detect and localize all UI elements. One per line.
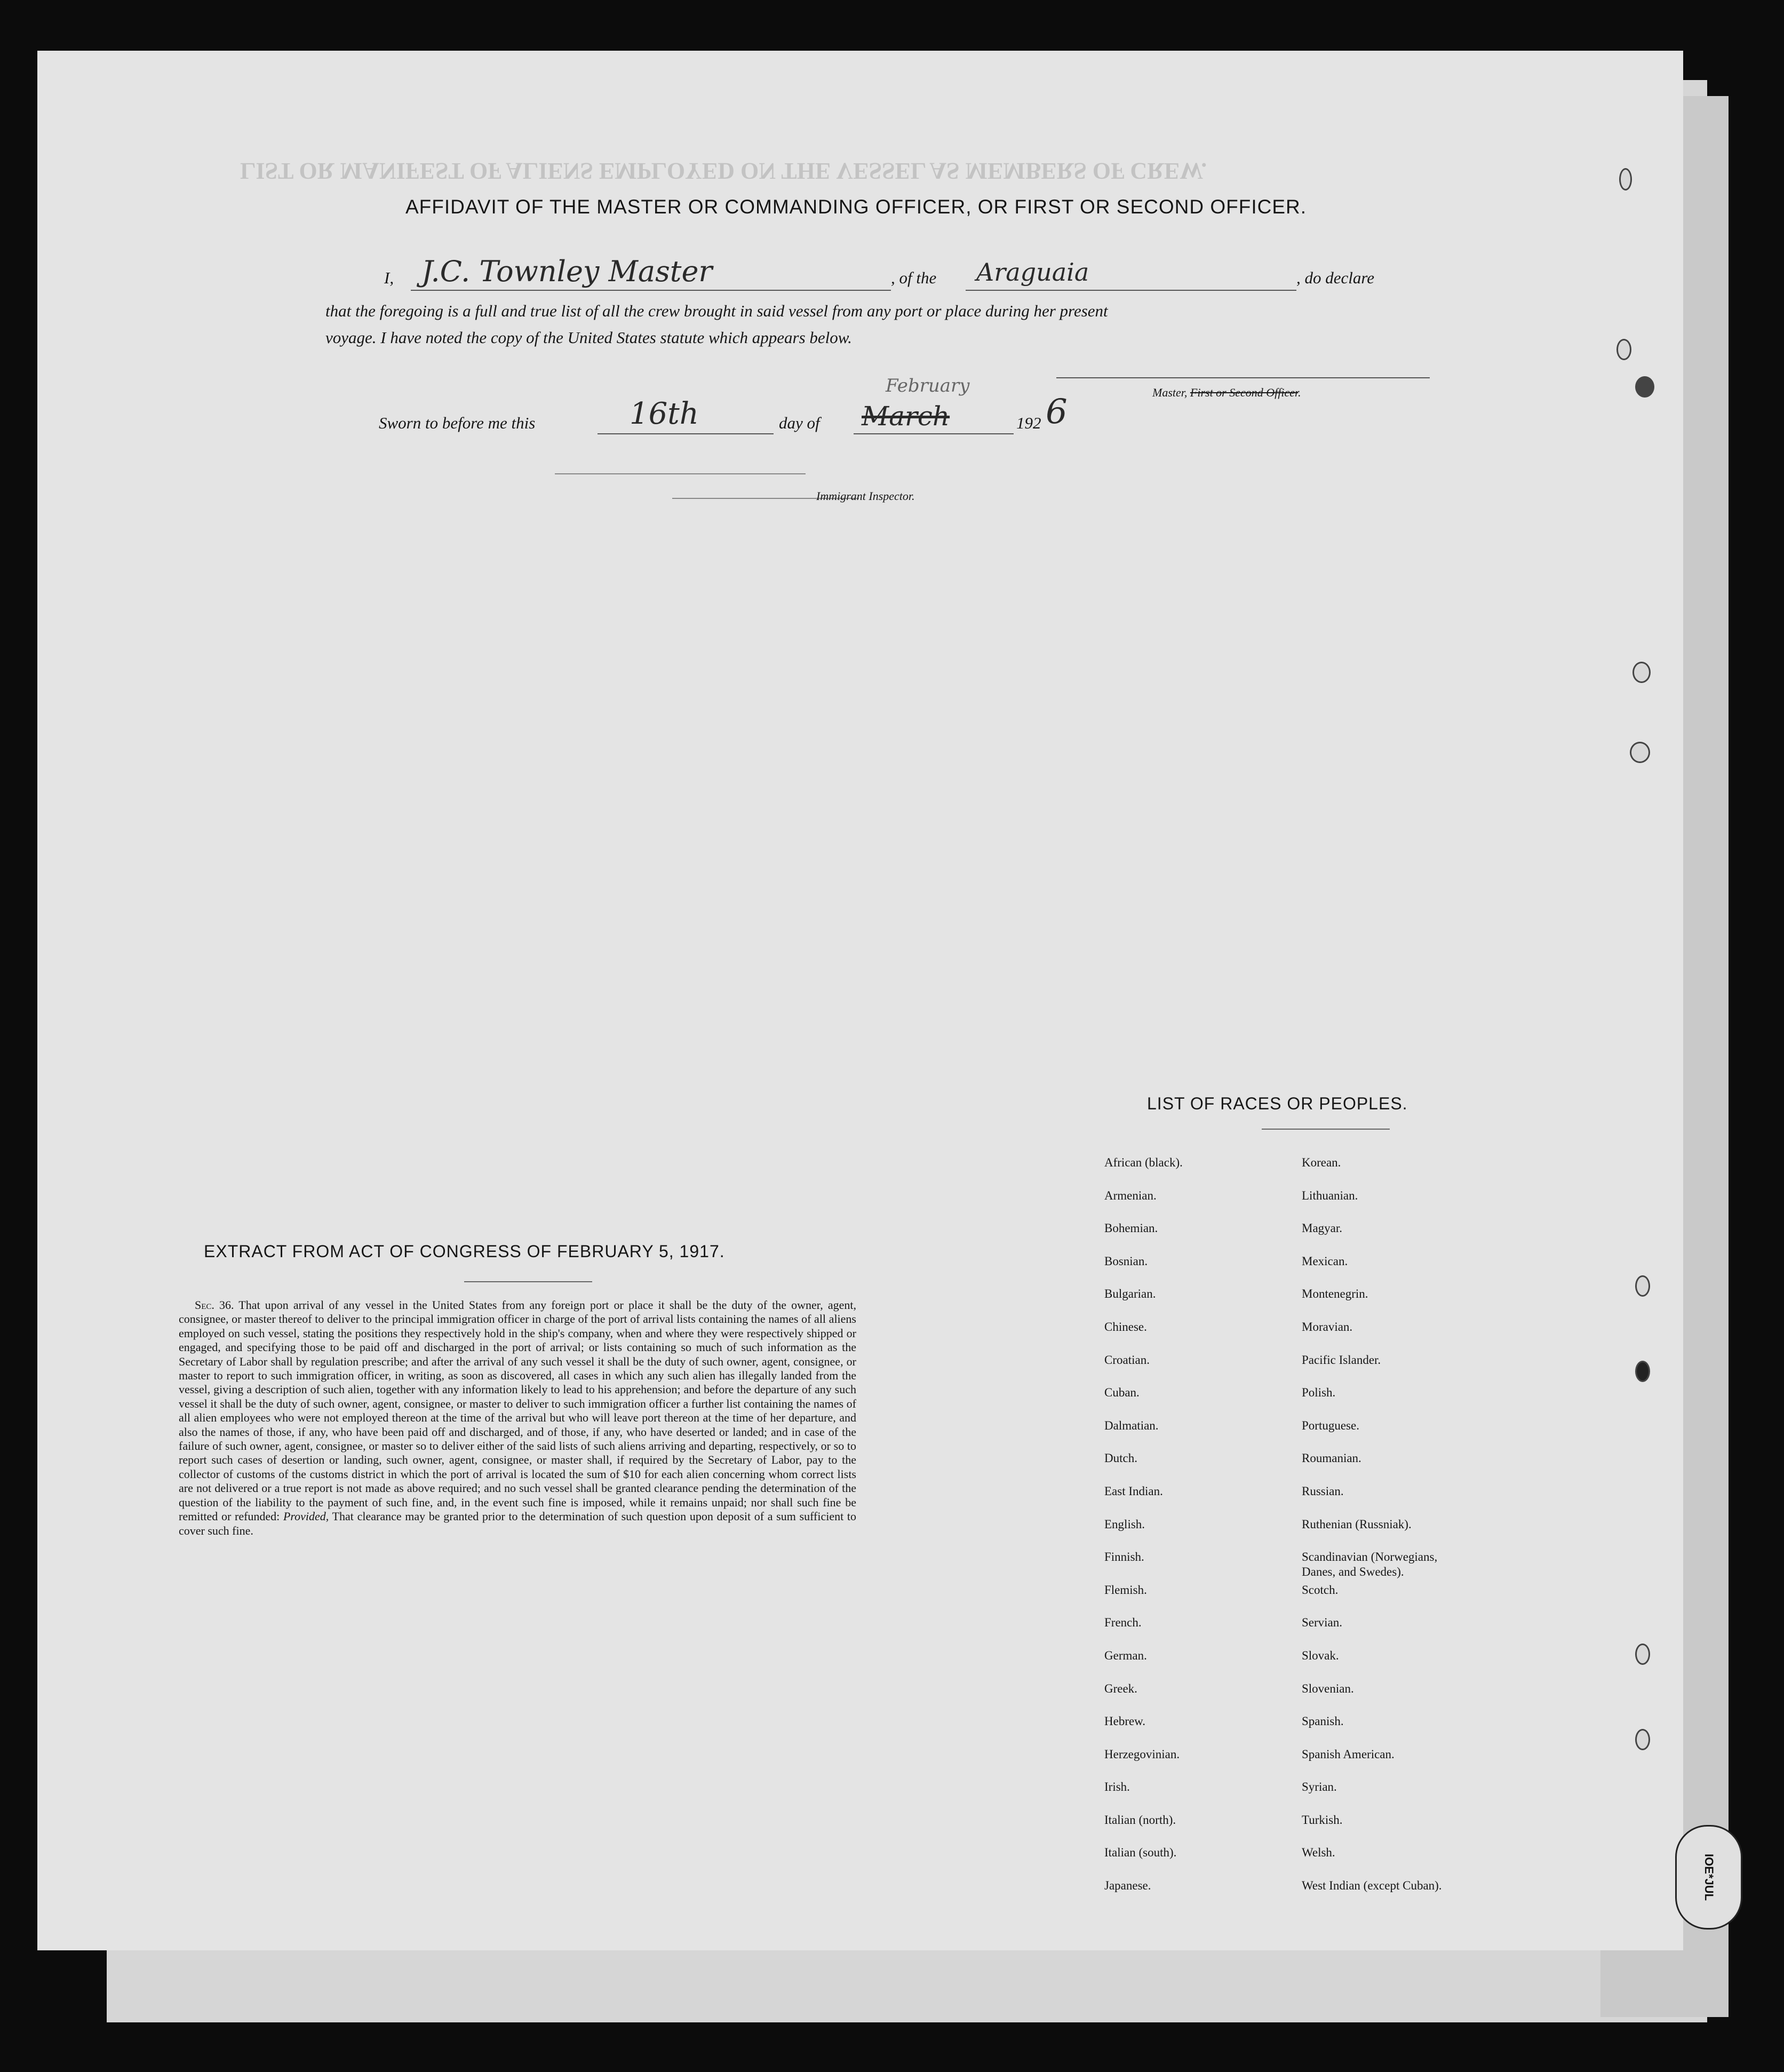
race-entry: Polish.	[1302, 1386, 1336, 1400]
race-entry: Portuguese.	[1302, 1418, 1359, 1432]
race-entry: East Indian.	[1104, 1484, 1163, 1498]
race-entry: Bohemian.	[1104, 1221, 1158, 1235]
race-entry: Spanish American.	[1302, 1747, 1395, 1761]
archive-stamp: IOE*JUL	[1675, 1825, 1742, 1930]
sworn-day-handwritten: 16th	[630, 396, 699, 431]
master-caption-end: .	[1298, 386, 1301, 399]
extract-title: EXTRACT FROM ACT OF CONGRESS OF FEBRUARY 5, 1917.	[204, 1242, 725, 1261]
punch-hole	[1616, 339, 1631, 360]
race-entry: Ruthenian (Russniak).	[1302, 1517, 1412, 1531]
race-entry: Korean.	[1302, 1156, 1341, 1169]
master-caption-plain: Master,	[1152, 386, 1190, 399]
race-entry: Bosnian.	[1104, 1254, 1148, 1268]
statute-section-label: Sec. 36.	[195, 1298, 234, 1312]
statute-body-b: That clearance may be granted prior to the determination of such question upon deposit of a sum sufficient to cover such fine.	[179, 1510, 857, 1537]
race-entry: African (black).	[1104, 1156, 1183, 1169]
race-entry: Scotch.	[1302, 1583, 1339, 1597]
race-entry: Herzegovinian.	[1104, 1747, 1180, 1761]
race-entry: Pacific Islander.	[1302, 1353, 1381, 1367]
race-entry: English.	[1104, 1517, 1145, 1531]
race-entry: Scandinavian (Norwegians, Danes, and Swedes).	[1302, 1550, 1438, 1579]
affidavit-line3: voyage. I have noted the copy of the United States statute which appears below.	[325, 328, 852, 347]
races-left-column	[1104, 1155, 1296, 1911]
extract-title-rule	[464, 1281, 592, 1282]
race-entry: Roumanian.	[1302, 1451, 1361, 1465]
manifest-page	[37, 51, 1683, 1950]
master-caption	[1152, 386, 1301, 400]
race-entry: Flemish.	[1104, 1583, 1147, 1597]
race-entry: Croatian.	[1104, 1353, 1150, 1367]
sworn-month-underline	[854, 433, 1014, 434]
races-title-rule	[1262, 1129, 1390, 1130]
sworn-year-handwritten: 6	[1046, 392, 1068, 432]
master-caption-struck: First or Second Officer	[1190, 386, 1299, 399]
race-entry: Magyar.	[1302, 1221, 1343, 1235]
statute-body-a: That upon arrival of any vessel in the United States from any foreign port or place it shall be the duty of the owner, agent, consignee, or master thereof to deliver to the principal immigration officer in charge of the port of arrival lists containing the names of all aliens employed on such vessel, stating the positions they respectively hold in the ship's company, when and where they were respectively shipped or engaged, and specifying those to be paid off and discharged in the port of arrival; or lists containing so much of such information as the Secretary of Labor shall by regulation prescribe; and after the arrival of any such vessel it shall be the duty of such owner, agent, consignee, or master to report to such immigration officer, in writing, as soon as discovered, all cases in which any such alien has illegally landed from the vessel, giving a description of such alien, together with any information likely to lead to his apprehension; and before the departure of any such vessel it shall be the duty of such owner, agent, consignee, or master to deliver to such immigration officer a further list containing the names of all alien employees who were not employed thereon at the time of the arrival but who will leave port thereon at the time of her departure, and also the names of those, if any, who have been paid off and discharged, and of those, if any, who have deserted or landed; and in case of the failure of such owner, agent, consignee, or master so to deliver either of the said lists of such aliens arriving and departing, respectively, or so to report such cases of desertion or landing, such owner, agent, consignee, or master shall, if required by the Secretary of Labor, pay to the collector of customs of the customs district in which the port of arrival is located the sum of $10 for each alien concerning whom correct lists are not delivered or a true report is not made as above required; and no such vessel shall be granted clearance pending the determination of the question of the liability to the payment of such fine, and, in the event such fine is imposed, while it remains unpaid; nor shall such fine be remitted or refunded:	[179, 1298, 856, 1523]
race-entry: Montenegrin.	[1302, 1287, 1368, 1301]
race-entry: Hebrew.	[1104, 1714, 1146, 1728]
race-entry: Mexican.	[1302, 1254, 1348, 1268]
race-entry: West Indian (except Cuban).	[1302, 1879, 1442, 1893]
punch-hole	[1632, 662, 1651, 683]
race-entry: Finnish.	[1104, 1550, 1144, 1564]
race-entry: Lithuanian.	[1302, 1188, 1358, 1202]
sworn-month-handwritten: February	[886, 375, 970, 396]
race-entry: Chinese.	[1104, 1320, 1147, 1333]
punch-hole	[1630, 742, 1650, 763]
race-entry: Bulgarian.	[1104, 1287, 1156, 1301]
race-entry: Irish.	[1104, 1780, 1130, 1794]
race-entry: Dalmatian.	[1104, 1418, 1159, 1432]
sworn-day-of: day of	[779, 414, 820, 432]
vessel-name-handwritten: Araguaia	[976, 258, 1089, 287]
race-entry: French.	[1104, 1616, 1142, 1630]
race-entry: Slovak.	[1302, 1648, 1339, 1662]
statute-provided: Provided,	[283, 1510, 329, 1523]
sworn-prefix: Sworn to before me this	[379, 414, 536, 432]
races-right-column	[1302, 1155, 1526, 1911]
races-title: LIST OF RACES OR PEOPLES.	[1147, 1094, 1408, 1113]
punch-hole	[1635, 1275, 1650, 1297]
affidavit-line2: that the foregoing is a full and true list of all the crew brought in said vessel from any port or place during her present	[325, 301, 1108, 320]
affidavit-line1-of: , of the	[891, 268, 937, 287]
race-entry: Italian (south).	[1104, 1846, 1177, 1860]
race-entry: Dutch.	[1104, 1451, 1137, 1465]
sworn-month-struck: March	[862, 401, 950, 432]
race-entry: Cuban.	[1104, 1386, 1140, 1400]
race-entry: Servian.	[1302, 1616, 1343, 1630]
punch-hole	[1635, 1644, 1650, 1665]
race-entry: Welsh.	[1302, 1846, 1335, 1860]
inspector-line-upper	[555, 473, 806, 474]
inspector-caption: Immigrant Inspector.	[816, 489, 915, 503]
race-entry: Moravian.	[1302, 1320, 1353, 1333]
race-entry: Turkish.	[1302, 1813, 1343, 1827]
race-entry: Spanish.	[1302, 1714, 1344, 1728]
race-entry: Greek.	[1104, 1681, 1137, 1695]
master-signature-line	[1056, 377, 1430, 378]
race-entry: Armenian.	[1104, 1188, 1157, 1202]
race-entry: Japanese.	[1104, 1879, 1151, 1893]
punch-hole	[1635, 376, 1654, 398]
race-entry: Russian.	[1302, 1484, 1344, 1498]
race-entry: Syrian.	[1302, 1780, 1337, 1794]
race-entry: German.	[1104, 1648, 1147, 1662]
reverse-bleed-heading: LIST OR MANIFEST OF ALIENS EMPLOYED ON THE VESSEL AS MEMBERS OF CREW.	[240, 158, 1207, 184]
sworn-day-underline	[598, 433, 774, 434]
statute-text	[179, 1298, 856, 1538]
affidavit-line1-suffix: , do declare	[1296, 268, 1375, 287]
signer-signature: J.C. Townley Master	[421, 255, 713, 288]
affidavit-title: AFFIDAVIT OF THE MASTER OR COMMANDING OFFICER, OR FIRST OR SECOND OFFICER.	[405, 196, 1307, 218]
punch-hole	[1619, 168, 1632, 190]
punch-hole	[1635, 1729, 1650, 1750]
sworn-year-printed: 192	[1016, 414, 1041, 432]
race-entry: Italian (north).	[1104, 1813, 1176, 1827]
signer-underline	[411, 290, 891, 291]
affidavit-line1-prefix: I,	[384, 268, 394, 287]
punch-hole	[1635, 1361, 1650, 1382]
race-entry: Slovenian.	[1302, 1681, 1354, 1695]
vessel-underline	[966, 290, 1296, 291]
